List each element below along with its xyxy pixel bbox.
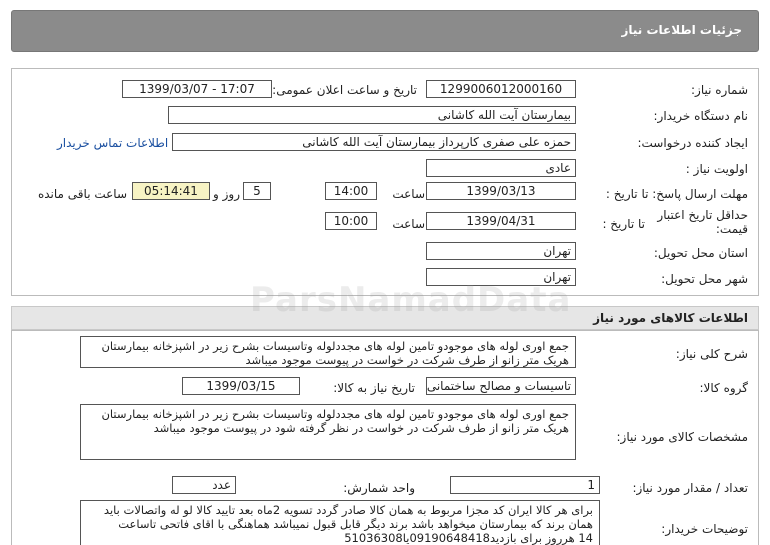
unit-field: عدد xyxy=(172,476,236,494)
reply-time-label: ساعت xyxy=(392,187,425,201)
days-remaining-field: 5 xyxy=(243,182,271,200)
goods-section-title: اطلاعات کالاهای مورد نیاز xyxy=(593,311,748,325)
province-label: استان محل تحویل: xyxy=(653,246,748,260)
requester-field: حمزه علی صفری کارپرداز بیمارستان آیت الله کاشانی xyxy=(172,133,576,151)
spec-line-1: جمع اوری لوله های موجودو تامین لوله های مجددلوله وتاسیسات بشرح زیر در اشپزخانه بیمارستان xyxy=(101,407,569,421)
unit-label: واحد شمارش: xyxy=(343,481,415,495)
watermark: ParsNamadData xyxy=(250,280,572,320)
need-number-label: شماره نیاز: xyxy=(691,83,748,97)
province-field: تهران xyxy=(426,242,576,260)
summary-line-2: هریک متر زانو از طرف شرکت در خواست در پیوست موجود میباشد xyxy=(245,353,569,367)
spec-line-2: هریک متر زانو از طرف شرکت در خواست در نظر گرفته شود در پیوست موجود میباشد xyxy=(153,421,569,435)
notes-line-2: همان برند که بیمارستان میخواهد باشد برند دیگر قابل قبول نمیباشد هماهنگی با اقای فاتحی تاساعت xyxy=(118,517,593,531)
remaining-time-field: 05:14:41 xyxy=(132,182,210,200)
announce-label: تاریخ و ساعت اعلان عمومی: xyxy=(272,83,417,97)
summary-field xyxy=(80,336,576,368)
notes-line-1: برای هر کالا ایران کد مجزا مربوط به همان کالا صادر گردد تسویه 2ماه بعد تایید کالا لو له واتصالات باید xyxy=(103,503,593,517)
buyer-contact-link[interactable]: اطلاعات تماس خریدار xyxy=(57,136,169,150)
validity-to-label: تا تاریخ : xyxy=(602,217,645,231)
need-date-field: 1399/03/15 xyxy=(182,377,300,395)
requester-label: ایجاد کننده درخواست: xyxy=(637,136,748,150)
need-number-field: 1299006012000160 xyxy=(426,80,576,98)
qty-field: 1 xyxy=(450,476,600,494)
buyer-org-label: نام دستگاه خریدار: xyxy=(653,109,748,123)
page-header xyxy=(11,10,759,52)
reply-date-field: 1399/03/13 xyxy=(426,182,576,200)
notes-line-3: 14 هرروز برای بازدید09190648418یا51036308 xyxy=(344,531,593,545)
need-date-label: تاریخ نیاز به کالا: xyxy=(333,381,415,395)
spec-field xyxy=(80,404,576,460)
announce-datetime-field: 1399/03/07 - 17:07 xyxy=(122,80,272,98)
buyer-notes-label: توضیحات خریدار: xyxy=(661,522,748,536)
remaining-label: ساعت باقی مانده xyxy=(37,187,127,201)
qty-label: تعداد / مقدار مورد نیاز: xyxy=(632,481,748,495)
price-validity-label-1: حداقل تاریخ اعتبار xyxy=(657,208,748,222)
priority-field: عادی xyxy=(426,159,576,177)
reply-deadline-label: مهلت ارسال پاسخ: تا تاریخ : xyxy=(605,187,748,201)
priority-label: اولویت نیاز : xyxy=(685,162,748,176)
summary-label: شرح کلی نیاز: xyxy=(675,347,748,361)
reply-time-field: 14:00 xyxy=(325,182,377,200)
price-validity-label-2: قیمت: xyxy=(715,222,748,236)
group-label: گروه کالا: xyxy=(699,381,748,395)
city-label: شهر محل تحویل: xyxy=(661,272,748,286)
validity-time-field: 10:00 xyxy=(325,212,377,230)
summary-line-1: جمع اوری لوله های موجودو تامین لوله های مجددلوله وتاسیسات بشرح زیر در اشپزخانه بیمارستان xyxy=(101,339,569,353)
goods-section-header xyxy=(11,306,759,330)
buyer-notes-field xyxy=(80,500,600,545)
days-label: روز و xyxy=(213,187,240,201)
validity-date-field: 1399/04/31 xyxy=(426,212,576,230)
city-field: تهران xyxy=(426,268,576,286)
need-info-panel xyxy=(11,68,759,296)
spec-label: مشخصات کالای مورد نیاز: xyxy=(616,430,748,444)
validity-time-label: ساعت xyxy=(392,217,425,231)
group-field: تاسیسات و مصالح ساختمانی xyxy=(426,377,576,395)
page-title: جزئیات اطلاعات نیاز xyxy=(621,23,742,37)
buyer-org-field: بیمارستان آیت الله کاشانی xyxy=(168,106,576,124)
